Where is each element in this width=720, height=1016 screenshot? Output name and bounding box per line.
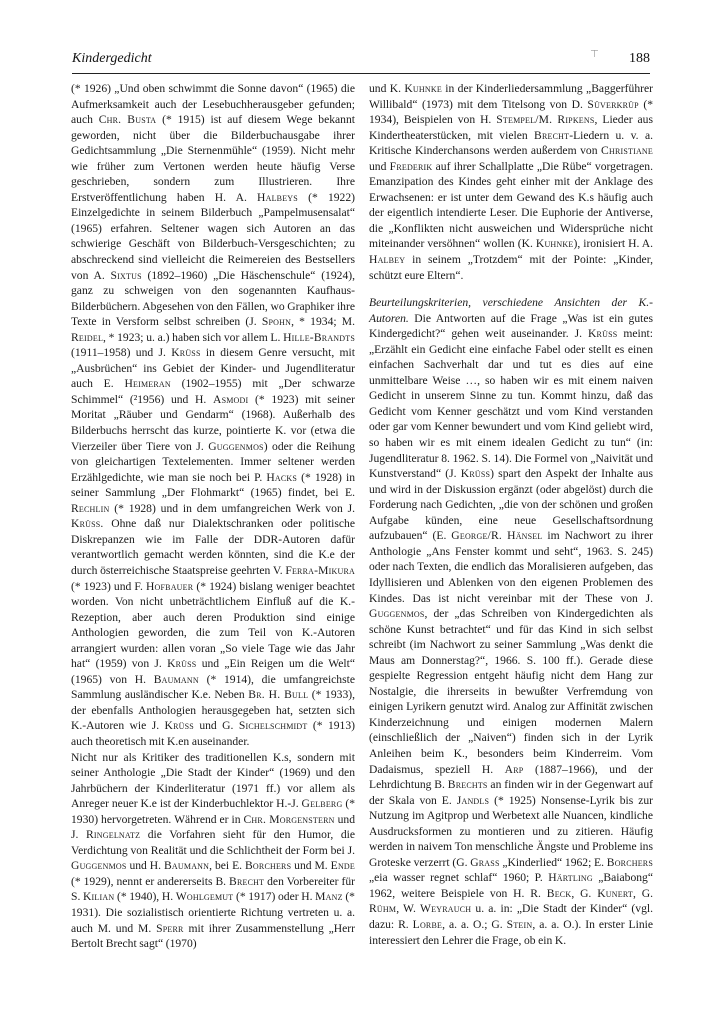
text-run: „Kinderlied“ 1962; E. xyxy=(499,855,607,869)
text-run: , Lieder aus Kindertheaterstücken, mit vielen xyxy=(369,113,653,142)
author-name: Stein xyxy=(506,917,533,931)
author-name: Lorbe xyxy=(412,917,443,931)
text-run: (1887–1966), und der Lehrdichtung B. xyxy=(369,762,653,792)
text-column-left xyxy=(71,81,355,952)
text-run: (1911–1958) und J. xyxy=(71,346,172,360)
text-run: mit ihrer Zusammenstellung „Herr Bertolt Brecht sagt“ (1970) xyxy=(71,921,355,951)
paragraph xyxy=(71,750,355,952)
text-run: (* 1931). Die sozialistisch orientierte Richtung vertreten u. a. auch M. und M. xyxy=(71,890,355,935)
text-run: (* 1915) ist auf diesem Wege bekannt geworden, nicht über die Bilderbuchausgabe ihrer Gedichtsammlung „Die Sternenmühle“ (1959). Nicht mehr wie früher zum Vertonen werden heute häufig Verse geschrieben, sondern zum Illustrieren. Ihre Erstveröffentlichung haben H. A. xyxy=(71,113,355,204)
text-run: (* 1940), H. xyxy=(114,890,176,904)
author-name: Weyrauch xyxy=(420,902,472,916)
author-name: Krüss xyxy=(167,657,197,671)
text-run: auf ihrer Schallplatte „Die Rübe“ vorgetragen. Emanzipation des Kindes geht einher mit der Anklage des Erwachsenen: er ist unter dem Gewand des K.s häufig auch der eigentlich intendierte Leser. Die Euphorie der Antiverse, die „Konflikten nicht ausweichen und Widersprüche nicht miteinander versöhnen“ wollen (K. xyxy=(369,159,653,251)
author-name: Sixtus xyxy=(110,268,142,282)
text-run: meint: „Erzählt ein Gedicht eine einfache Fabel oder stellt es einen einfachen Sachverhalt dar und tut es dies auf eine unmittelbare Weise …, so haben wir es mit einem naiven Gedicht in unserem Sinne zu tun. Kommt hinzu, daß das Gedicht vom Kenner geschätzt und vom Kind verstanden oder gar vom Kenner bewundert und vom Kind geliebt wird, so haben wir es mit einem idealen Gedicht zu tun“ (in: Jugendliteratur 8. 1962. S. 14). Die Formel von „Naivität und Kunstverstand“ (J. xyxy=(369,327,653,481)
text-column-right xyxy=(369,81,653,948)
text-run: , G. xyxy=(632,886,653,900)
author-name: Halbey xyxy=(369,253,406,267)
author-name: Borchers xyxy=(606,855,653,869)
author-name: Grass xyxy=(470,855,500,869)
text-run: (* 1926) „Und oben schwimmt die Sonne davon“ (1965) die Aufmerksamkeit auch der Lesebuchherausgeber gefunden; auch xyxy=(71,82,355,127)
author-name: Reidel xyxy=(71,330,104,344)
author-name: Krüss xyxy=(460,467,491,481)
author-name: Kunert xyxy=(597,886,633,900)
text-run: und xyxy=(369,159,390,173)
text-run: (* 1929), nennt er andererseits B. xyxy=(71,874,230,888)
text-run: -Liedern u. v. a. Kritische Kinderchansons werden außerdem von xyxy=(369,128,653,158)
text-run: , W. xyxy=(396,902,421,916)
text-run: , der „das Schreiben von Kindergedichten als schöne Kunst betrachtet“ und für das Kind in sich selbst schreibt (im Nachwort zu seiner Sammlung „Was denkt die Maus am Donnerstag?“, 1966. S. 100 ff.). Gerade diese gespielte Regression entgeht häufig nicht dem Hang zur Nostalgie, die ihrerseits in bewußter Verfremdung von einigen Lyrikern genutzt wird. Analog zur Affinität zwischen Kinderzeichnung und einigen modernen Malern (einschließlich der „Naiven“) finden sich in der Lyrik Anleihen beim K., besonders beim Kinderreim. Vom Dadaismus, speziell H. xyxy=(369,607,653,776)
author-name: Krüss xyxy=(171,346,201,360)
text-run: und K. xyxy=(369,82,405,95)
author-name: Guggenmos xyxy=(208,439,264,453)
text-run: (* 1925) Nonsense-Lyrik bis zur Nutzung im Agitprop und Werbetext alle Nuancen, kindliche Ausdrucksformen zu montieren und zu zitieren. Häufig werden in naivem Ton menschliche Ängste und Probleme ins Groteske verzerrt (G. xyxy=(369,793,654,869)
author-name: Kilian xyxy=(82,890,115,904)
text-run: , bei E. xyxy=(209,859,245,873)
text-run: (* 1930) hervorgetreten. Während er in xyxy=(71,797,355,826)
text-run: , * 1923; u. a.) haben sich vor allem L. xyxy=(103,330,284,344)
text-run: und M. xyxy=(291,859,331,873)
text-run: (* 1913) auch theoretisch mit K.en auseinander. xyxy=(71,719,355,748)
author-name: Kuhnke xyxy=(535,237,574,251)
author-name: Spohn xyxy=(261,315,292,329)
author-name: Arp xyxy=(504,762,524,776)
author-name: Baumann xyxy=(153,672,199,686)
text-run: (* 1928) und in dem umfangreichen Werk von J. xyxy=(109,501,355,515)
author-name: Borchers xyxy=(245,859,292,873)
author-name: Manz xyxy=(315,890,343,904)
author-name: Ende xyxy=(330,859,355,873)
author-name: Gelberg xyxy=(301,797,343,811)
author-name: Heimeran xyxy=(124,377,171,391)
author-name: Hofbauer xyxy=(145,579,194,593)
author-name: George/R. Hänsel xyxy=(451,529,543,543)
text-run: und J. xyxy=(71,812,355,842)
text-run: an finden wir in der Gegenwart auf der Skala von E. xyxy=(369,778,653,807)
text-run: die Vorfahren sieht für den Humor, die Verdichtung von Realität und die Schlichtheit der Form bei J. xyxy=(71,828,355,857)
author-name: Süverkrüp xyxy=(587,97,639,111)
section-heading: Beurteilungskriterien, verschiedene Ansichten der K.-Autoren. xyxy=(369,296,653,325)
text-run: (1892–1960) „Die Häschenschule“ (1924), ganz zu schweigen von den sogenannten Kaufhaus-Bilderbüchern. Abgesehen von den Fällen, wo Graphiker ihre Texte in Versform selbst schreiben (J. xyxy=(71,268,355,329)
text-run: (* 1928) in seiner Sammlung „Der Flohmarkt“ (1965) findet, bei E. xyxy=(71,470,355,500)
author-name: Ringelnatz xyxy=(86,828,141,842)
text-run: . Ohne daß nur Dialektschranken oder politische Diskrepanzen wie im Falle der DDR-Autoren dafür verantwortlich gemacht werden könnten, sind die K.e der durch österreichische Staatspreise geehrten V. xyxy=(71,517,355,577)
author-name: Hacks xyxy=(266,470,298,484)
author-name: Christiane xyxy=(601,144,653,158)
author-name: Stempel/M. Ripkens xyxy=(496,113,595,127)
author-name: Brechts xyxy=(447,778,488,792)
author-name: Guggenmos xyxy=(71,859,127,873)
text-run: (* 1922) Einzelgedichte in seinem Bilderbuch „Pampelmusensalat“ (1965) erfahren. Seltener wagen sich Autoren an das schwierige Geschäft von Bilderbuch-Versgeschichten; zu abschreckend sind vielleicht die Reimereien des Bestsellers von A. xyxy=(71,190,355,282)
text-run: Die Antworten auf die Frage „Was ist ein gutes Kindergedicht?“ gehen weit auseinander. J. xyxy=(369,311,653,341)
paragraph xyxy=(369,81,653,283)
text-run: u. a. in: „Die Stadt der Kinder“ (vgl. dazu: R. xyxy=(369,902,653,931)
text-run: (* 1917) oder H. xyxy=(233,890,316,904)
author-name: Rühm xyxy=(369,902,397,916)
author-name: Krüss xyxy=(71,517,101,531)
text-run: Nicht nur als Kritiker des traditionellen K.s, sondern mit seiner Anthologie „Die Stadt der Kinder“ (1969) und den Jahrbüchern der Kinderliteratur (1971 ff.) vor allem als Anreger neuer K.e ist der Kinderbuchlektor H.-J. xyxy=(71,750,355,811)
author-name: Krüss xyxy=(164,719,194,733)
author-name: Hille-Brandts xyxy=(283,330,355,344)
text-run: in seinem „Trotzdem“ mit der Pointe: „Kinder, schützt eure Eltern“. xyxy=(369,253,653,282)
author-name: Ferra-Mikura xyxy=(285,563,355,577)
running-title: Kindergedicht xyxy=(72,51,152,66)
text-run: (* 1934), Beispielen von H. xyxy=(369,97,653,127)
author-name: Jandls xyxy=(456,793,490,807)
text-run: ) oder die Reihung von gleichartigen Textelementen. Immer seltener werden Erzählgedichte, wie man sie noch bei P. xyxy=(71,439,355,484)
text-run: (* 1924) bislang weniger beachtet worden. Von nicht unbeträchtlichem Einfluß auf die K.-Rezeption, aber auch deren Produktion sind einige Anthologien geworden, die zum Teil von K.-Autoren arrangiert wurden: allen voran „So viele Tage wie das Jahr hat“ (1959) von J. xyxy=(71,579,355,671)
text-run: in der Kinderliedersammlung „Baggerführer Willibald“ (1973) mit dem Titelsong von D. xyxy=(369,82,653,111)
text-run: (* 1933), der ebenfalls Anthologien herausgegeben hat, setzten sich K.-Autoren wie J. xyxy=(71,688,356,733)
author-name: Härtling xyxy=(548,871,593,885)
text-run: , a. a. O.; G. xyxy=(442,917,507,931)
text-run: und G. xyxy=(193,719,239,733)
author-name: Brecht xyxy=(229,874,265,888)
text-run: (1902–1955) mit „Der schwarze Schimmel“ (²1956) und H. xyxy=(71,377,355,406)
text-run: , G. xyxy=(571,886,598,900)
author-name: Baumann xyxy=(164,859,210,873)
author-name: Kuhnke xyxy=(404,82,442,95)
author-name: Brecht xyxy=(534,128,570,142)
text-run: ) spart den Aspekt der Inhalte aus und wird in der Diskussion ergänzt (oder abgelöst) durch die Forderung nach Gedichten, „die von der schönen und großen Aufgabe künden, eine neue Gesellschaftsordnung aufzubauen“ (E. xyxy=(369,467,653,543)
author-name: Sperr xyxy=(156,921,184,935)
author-name: Krüss xyxy=(587,327,618,341)
text-run: im Nachwort zu ihrer Anthologie „Ans Fenster kommt und seht“, 1963. S. 245) oder nach Texten, die endlich das Moralisieren aufgeben, das Idyllisieren und Ablenken von den eigenen Problemen des Kindes. Das ist nicht vereinbar mit der These von J. xyxy=(369,529,653,605)
text-run: , a. a. O.). In erster Linie interessiert den Lehrer die Frage, ob ein K. xyxy=(369,917,654,947)
author-name: Guggenmos xyxy=(369,607,425,621)
author-name: Halbeys xyxy=(257,190,298,204)
text-run: und H. xyxy=(126,859,164,873)
text-run: (* 1923) und F. xyxy=(71,579,146,593)
text-run: (* 1923) mit seiner Moritat „Räuber und Gendarm“ (1968). Außerhalb des Bilderbuchs herrscht das kurze, pointierte K. vor (etwa die Vierzeiler über Tiere von J. xyxy=(71,392,355,453)
page-number: 188 xyxy=(629,51,650,66)
text-run: ), ironisiert H. A. xyxy=(573,237,653,251)
text-run: „eia wasser regnet schlaf“ 1960; P. xyxy=(369,871,549,885)
author-name: Br. H. Bull xyxy=(248,688,309,702)
text-run: „Baiabong“ 1962, weitere Beispiele von H. R. xyxy=(369,871,653,900)
author-name: Rechlin xyxy=(71,501,110,515)
paragraph xyxy=(71,81,355,750)
margin-mark-icon: ⊤ xyxy=(590,49,599,60)
text-run: den Vorbereiter für S. xyxy=(71,874,355,904)
author-name: Sichelschmidt xyxy=(238,719,308,733)
author-name: Wohlgemut xyxy=(175,890,234,904)
text-run: in diesem Genre versucht, mit „Ausbrüchen“ ins Gebiet der Kinder- und Jugendliteratur auch E. xyxy=(71,346,355,391)
author-name: Asmodi xyxy=(213,392,249,406)
author-name: Chr. Morgenstern xyxy=(243,812,335,826)
author-name: Frederik xyxy=(389,159,433,173)
page-header xyxy=(72,47,650,74)
text-run: und „Ein Reigen um die Welt“ (1965) von H. xyxy=(71,657,355,686)
paragraph xyxy=(369,295,653,948)
text-run: (* 1914), die umfangreichste Sammlung ausländischer K.e. Neben xyxy=(71,672,355,702)
author-name: Chr. Busta xyxy=(98,113,157,127)
text-run: , * 1934; M. xyxy=(291,315,355,329)
author-name: Beck xyxy=(546,886,572,900)
